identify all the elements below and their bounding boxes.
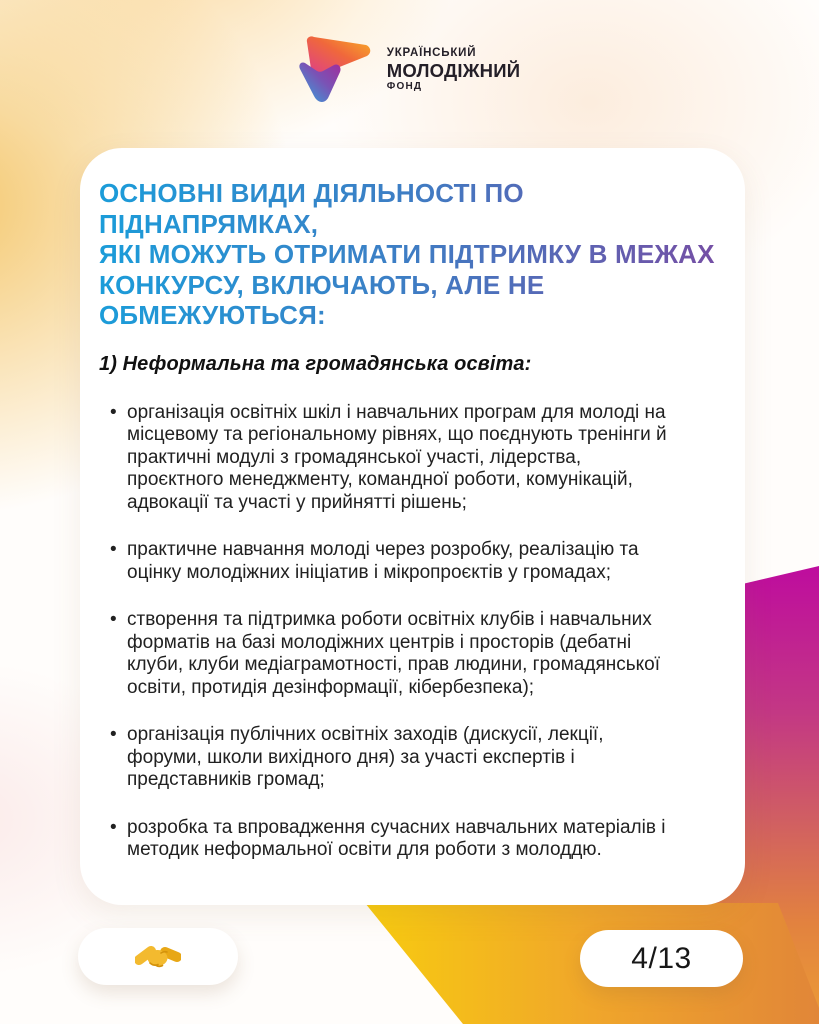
- brand-logo: [0, 34, 819, 106]
- bullet-item: • створення та підтримка роботи освітніх клубів і навчальних форматів на базі молодіжних центрів і просторів (дебатні клуби, клуби медіаграмотності, прав людини, громадянської освіти, протидія дезінформації, кібербезпека);: [99, 609, 671, 699]
- content-card: [80, 148, 745, 905]
- page-title-line: ОСНОВНІ ВИДИ ДІЯЛЬНОСТІ ПО ПІДНАПРЯМКАХ,: [99, 178, 524, 239]
- section-subtitle: 1) Неформальна та громадянська освіта:: [99, 352, 532, 375]
- bullet-item: • практичне навчання молоді через розробку, реалізацію та оцінку молодіжних ініціатив і мікропроєктів у громадах;: [99, 539, 671, 584]
- page-title-line: ОБМЕЖУЮТЬСЯ:: [99, 300, 326, 330]
- bullet-item: • розробка та впровадження сучасних навчальних матеріалів і методик неформальної освіти для роботи з молоддю.: [99, 817, 671, 862]
- page-indicator: 4/13: [631, 941, 692, 975]
- reaction-badge: [78, 928, 238, 985]
- handshake-icon: [135, 941, 181, 973]
- bullet-item: • організація публічних освітніх заходів (дискусії, лекції, форуми, школи вихідного дня) за участі експертів і представників громад;: [99, 724, 671, 792]
- page-indicator-badge: [580, 930, 743, 987]
- page-title-line: КОНКУРСУ, ВКЛЮЧАЮТЬ, АЛЕ НЕ: [99, 269, 545, 300]
- page-title-line: ЯКІ МОЖУТЬ ОТРИМАТИ ПІДТРИМКУ В МЕЖАХ: [99, 239, 715, 269]
- logo-wordmark: [387, 47, 520, 93]
- logo-mark-icon: [299, 34, 375, 106]
- bullet-list: [99, 402, 671, 862]
- logo-wordmark-line2: МОЛОДІЖНИЙ: [386, 60, 521, 81]
- logo-wordmark-line3: ФОНД: [386, 81, 423, 92]
- page-title: [99, 178, 744, 331]
- logo-wordmark-line1: УКРАЇНСЬКИЙ: [386, 47, 477, 59]
- bullet-item: • організація освітніх шкіл і навчальних програм для молоді на місцевому та регіональному рівнях, що поєднують тренінги й практичні модулі з громадянської участі, лідерства, проєктного менеджменту, командної роботи, комунікацій, адвокації та участі у прийнятті рішень;: [99, 402, 671, 515]
